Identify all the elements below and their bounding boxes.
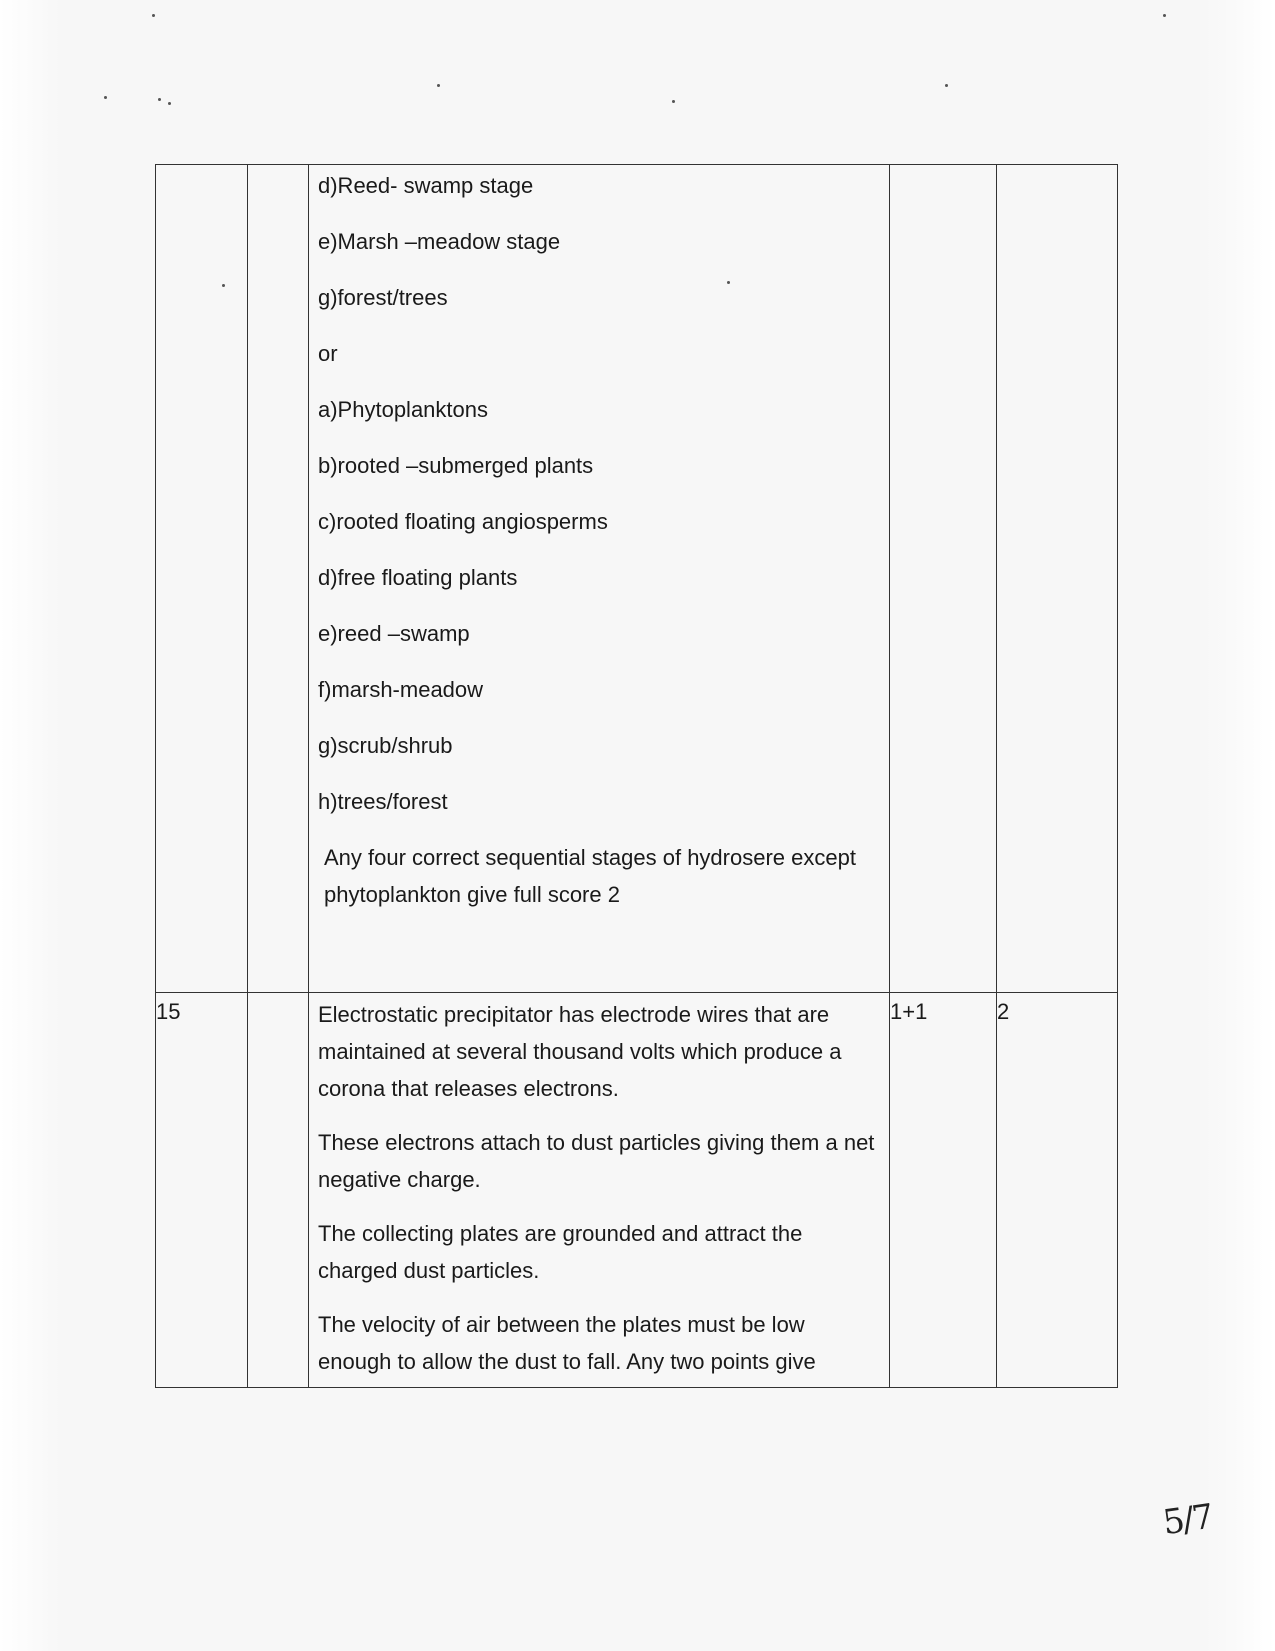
scoring-note: Any four correct sequential stages of hydrosere except phytoplankton give full score 2 — [324, 845, 856, 907]
answer-paragraph: The collecting plates are grounded and attract the charged dust particles. — [318, 1221, 803, 1283]
question-number-cell — [156, 993, 248, 1388]
answer-line: or — [318, 341, 338, 366]
answer-line: a)Phytoplanktons — [318, 397, 488, 422]
sub-question-cell — [248, 993, 309, 1388]
split-marks-cell — [890, 993, 997, 1388]
scan-speck — [152, 14, 155, 17]
marking-scheme-table — [155, 164, 1118, 1388]
table-row — [156, 165, 1118, 993]
handwritten-page-number: 5/7 — [1160, 1496, 1215, 1544]
answer-line: b)rooted –submerged plants — [318, 453, 594, 478]
answer-line: g)scrub/shrub — [318, 733, 453, 758]
scan-edge-right — [1205, 0, 1275, 1651]
answer-line: e)reed –swamp — [318, 621, 470, 646]
answer-line: h)trees/forest — [318, 789, 448, 814]
split-marks-cell — [890, 165, 997, 993]
scan-speck — [437, 84, 440, 87]
scan-edge-left — [0, 0, 60, 1651]
question-number-cell — [156, 165, 248, 993]
scan-speck — [1163, 14, 1166, 17]
answer-paragraph: These electrons attach to dust particles giving them a net negative charge. — [318, 1130, 875, 1192]
answer-line: d)free floating plants — [318, 565, 518, 590]
answer-paragraph: The velocity of air between the plates must be low enough to allow the dust to fall. Any two points give — [318, 1312, 816, 1374]
table-row — [156, 993, 1118, 1388]
scan-speck — [945, 84, 948, 87]
split-marks: 1+1 — [890, 999, 928, 1024]
sub-question-cell — [248, 165, 309, 993]
total-marks-cell — [997, 993, 1118, 1388]
answer-line: c)rooted floating angiosperms — [318, 509, 608, 534]
scan-speck — [158, 98, 161, 101]
scan-speck — [672, 100, 675, 103]
scan-speck — [104, 96, 107, 99]
scan-speck — [168, 102, 171, 105]
answer-cell — [309, 993, 890, 1388]
answer-paragraph: Electrostatic precipitator has electrode wires that are maintained at several thousand volts which produce a corona that releases electrons. — [318, 1002, 842, 1101]
total-marks-cell — [997, 165, 1118, 993]
total-marks: 2 — [997, 999, 1010, 1024]
answer-cell — [309, 165, 890, 993]
question-number: 15 — [156, 999, 181, 1024]
answer-line: g)forest/trees — [318, 285, 448, 310]
answer-line: f)marsh-meadow — [318, 677, 484, 702]
answer-line: d)Reed- swamp stage — [318, 173, 534, 198]
answer-line: e)Marsh –meadow stage — [318, 229, 561, 254]
